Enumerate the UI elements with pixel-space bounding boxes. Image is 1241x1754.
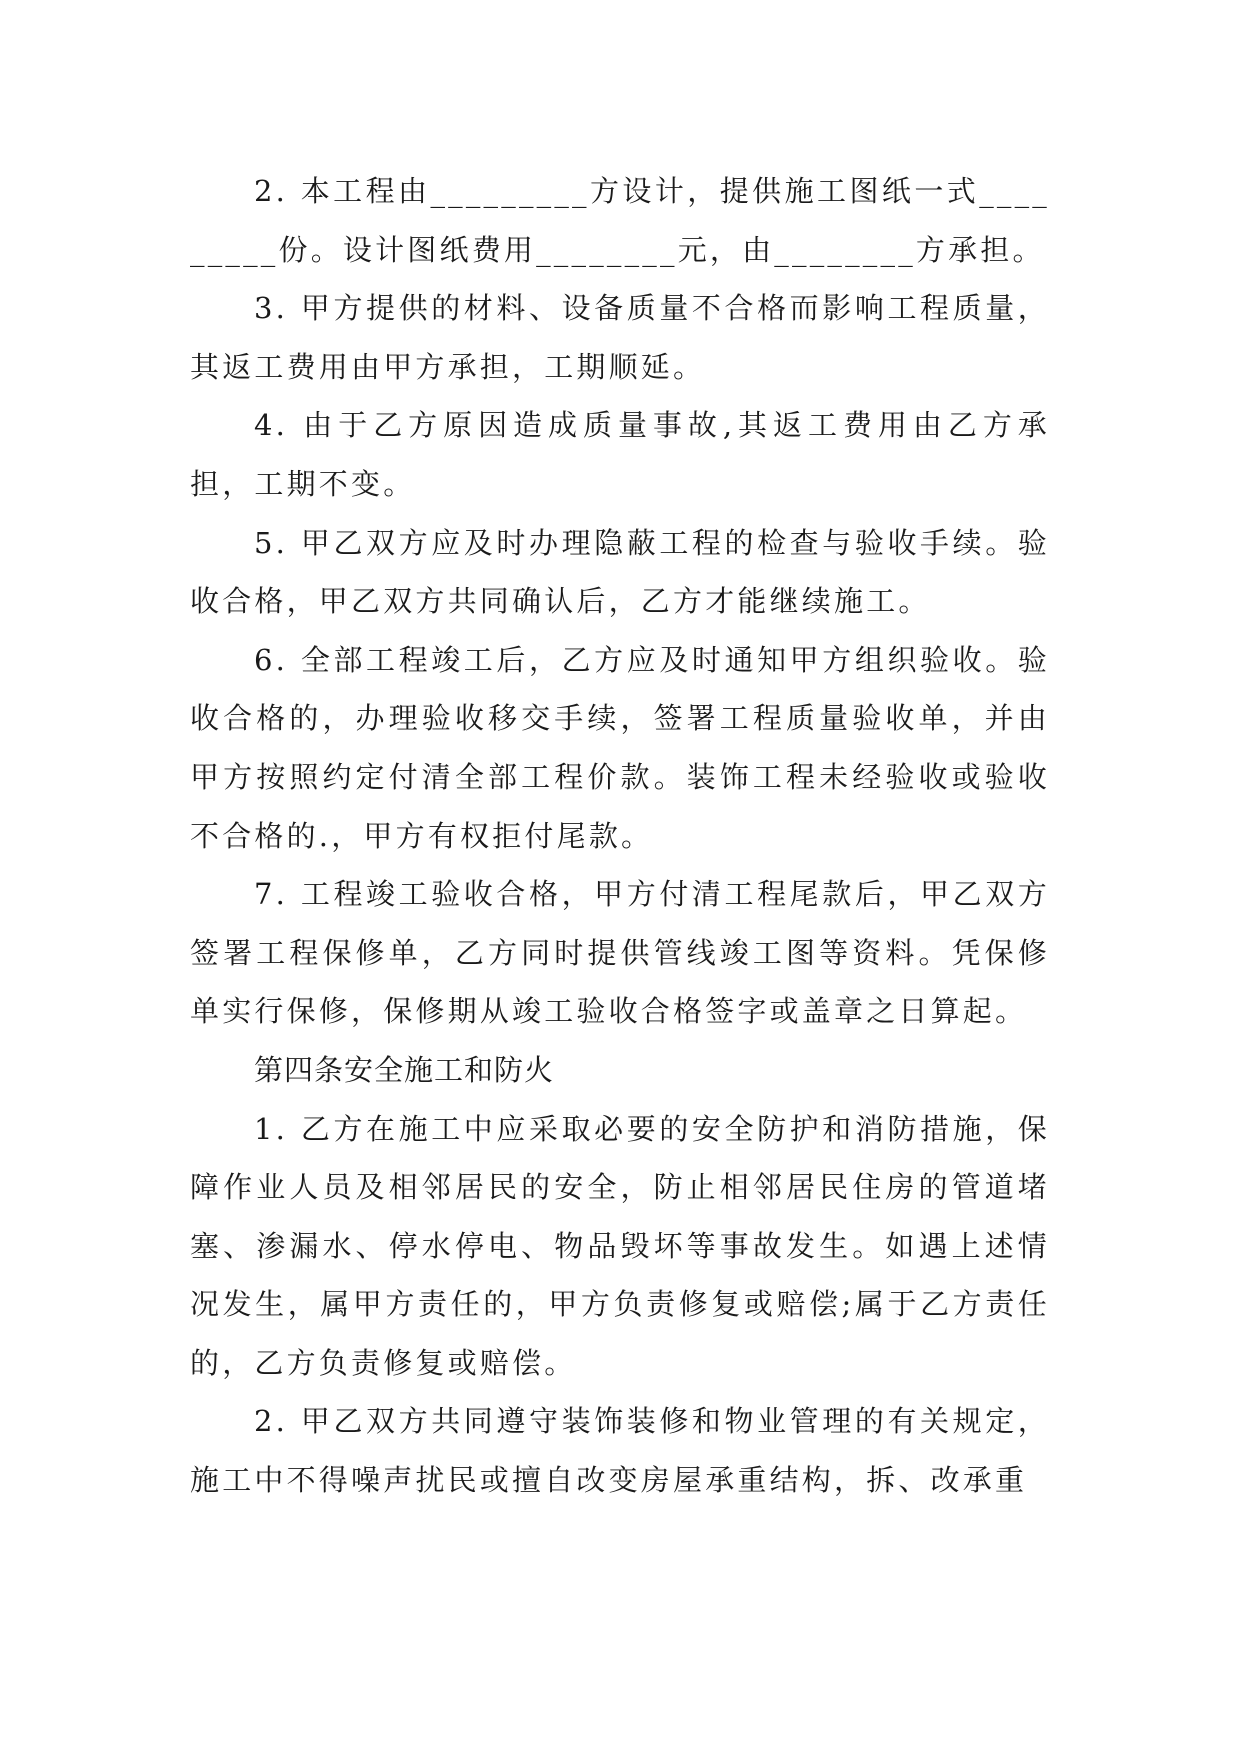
section-heading-safety: 第四条安全施工和防火 bbox=[254, 1052, 555, 1087]
clause-completion-acceptance: 6. 全部工程竣工后，乙方应及时通知甲方组织验收。验收合格的，办理验收移交手续，签署工程质量验收单，并由甲方按照约定付清全部工程价款。装饰工程未经验收或验收不合格的.，甲方有权拒付尾款。 bbox=[190, 642, 1050, 853]
document-body bbox=[190, 162, 1050, 1510]
clause-quality-accident: 4. 由于乙方原因造成质量事故,其返工费用由乙方承担，工期不变。 bbox=[190, 408, 1050, 501]
clause-design-drawings: 2. 本工程由_________方设计，提供施工图纸一式_________份。设计图纸费用________元，由________方承担。 bbox=[190, 174, 1050, 267]
clause-material-quality: 3. 甲方提供的材料、设备质量不合格而影响工程质量，其返工费用由甲方承担，工期顺延。 bbox=[190, 291, 1050, 384]
clause-warranty: 7. 工程竣工验收合格，甲方付清工程尾款后，甲乙双方签署工程保修单，乙方同时提供管线竣工图等资料。凭保修单实行保修，保修期从竣工验收合格签字或盖章之日算起。 bbox=[190, 877, 1050, 1029]
clause-regulations: 2. 甲乙双方共同遵守装饰装修和物业管理的有关规定，施工中不得噪声扰民或擅自改变房屋承重结构，拆、改承重 bbox=[190, 1404, 1050, 1498]
clause-safety-measures: 1. 乙方在施工中应采取必要的安全防护和消防措施，保障作业人员及相邻居民的安全，防止相邻居民住房的管道堵塞、渗漏水、停水停电、物品毁坏等事故发生。如遇上述情况发生，属甲方责任的，甲方负责修复或赔偿;属于乙方责任的，乙方负责修复或赔偿。 bbox=[190, 1111, 1050, 1380]
clause-concealed-works: 5. 甲乙双方应及时办理隐蔽工程的检查与验收手续。验收合格，甲乙双方共同确认后，乙方才能继续施工。 bbox=[190, 525, 1050, 619]
